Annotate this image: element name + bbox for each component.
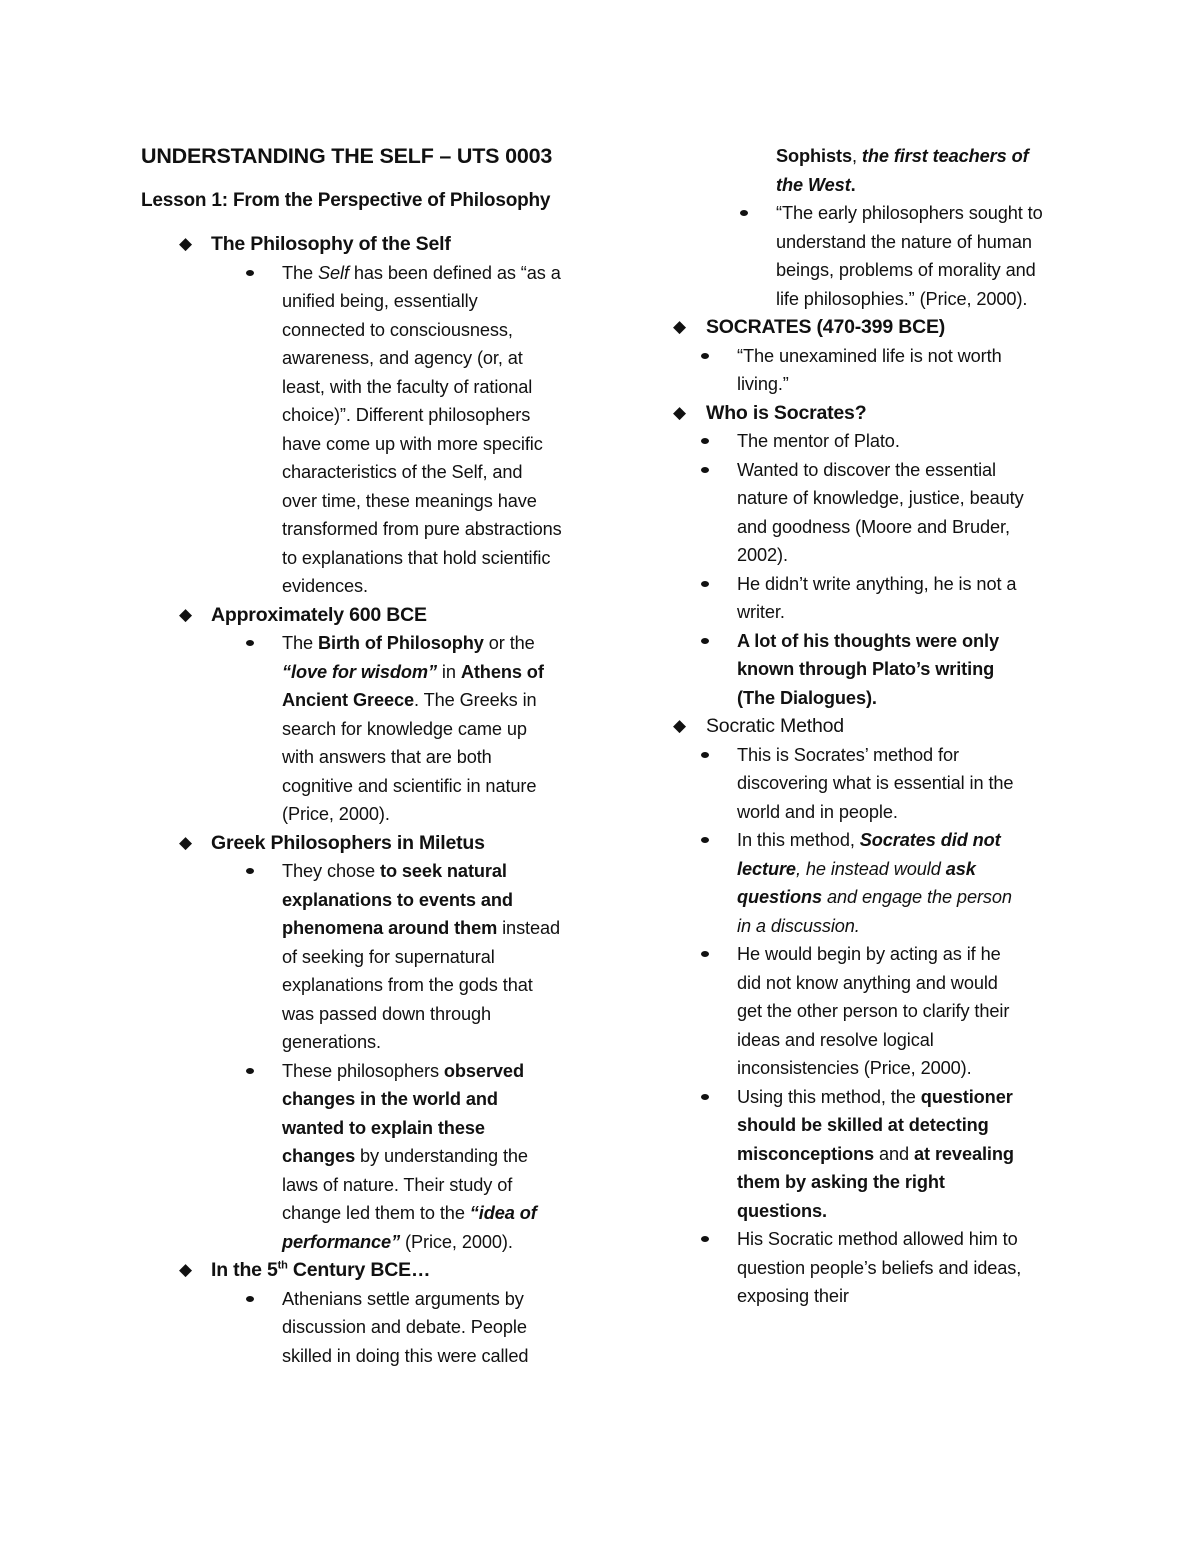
text-run-bold: Birth of Philosophy (318, 633, 484, 653)
dot-bullet-icon (701, 1094, 709, 1100)
right-section-list (667, 142, 1067, 1311)
text-run: He would begin by acting as if he did not know anything and would get the other person to clarify their ideas and resolve logical inconsistencies (Price, 2000). (737, 944, 1010, 1078)
section-philosophy-of-self (141, 230, 581, 601)
superscript: th (277, 1259, 288, 1272)
left-section-list (141, 230, 581, 1370)
list-item (737, 741, 1027, 827)
text-run-bold-italic: “idea of performance” (282, 1203, 537, 1252)
section-heading-text: Who is Socrates? (706, 401, 867, 424)
list-item (737, 342, 1019, 399)
text-run-italic: and engage the person in a discussion. (737, 887, 1012, 936)
diamond-bullet-icon: ◆ (179, 234, 192, 254)
text-run: These philosophers (282, 1060, 444, 1081)
section-heading-text: Greek Philosophers in Miletus (211, 831, 485, 854)
list-item (282, 1285, 562, 1371)
text-run: . The Greeks in search for knowledge came up with answers that are both cognitive and scientific in nature (Price, 2000). (282, 690, 537, 824)
text-run: Century BCE… (287, 1259, 431, 1281)
text-run: The (282, 633, 318, 653)
list-item (282, 629, 562, 829)
list-item (282, 1057, 562, 1257)
section-heading-text (211, 1259, 430, 1281)
text-run: Using this method, the (737, 1086, 921, 1107)
dot-bullet-icon (701, 438, 709, 444)
bullet-list (667, 427, 1027, 712)
dot-bullet-icon (246, 1068, 254, 1074)
section-greek-philosophers (141, 829, 581, 1257)
bullet-list (211, 629, 562, 829)
text-run: (Price, 2000). (400, 1231, 513, 1252)
text-run: Wanted to discover the essential nature of knowledge, justice, beauty and goodness (Moore and Bruder, 2002). (737, 459, 1024, 565)
text-run: has been defined as “as a unified being, essentially connected to consciousness, awareness, and agency (or, at least, with the faculty of rational choice)”. Different philosophers have come up with more specific characteristics of the Self, and over time, these meanings have transformed from pure abstractions to explanations that hold scientific evidences. (282, 262, 562, 596)
text-run-bold: to seek natural explanations to events and phenomena around them (282, 861, 513, 938)
text-run-bold-italic: Socrates did not lecture (737, 830, 1001, 879)
list-item (737, 940, 1027, 1083)
text-run: instead of seeking for supernatural explanations from the gods that was passed down through generations. (282, 918, 561, 1052)
document-title: UNDERSTANDING THE SELF – UTS 0003 (141, 144, 553, 168)
left-column (141, 142, 581, 1370)
section-heading (667, 399, 1067, 428)
text-run-bold: A lot of his thoughts were only known through Plato’s writing (The Dialogues). (737, 630, 999, 708)
section-heading (141, 230, 581, 259)
text-run-italic: Self (318, 262, 349, 283)
diamond-bullet-icon: ◆ (179, 604, 192, 625)
diamond-bullet-icon: ◆ (673, 317, 686, 337)
section-heading (141, 829, 581, 858)
section-heading (667, 712, 1067, 741)
text-run-bold: Athens of Ancient Greece (282, 661, 544, 710)
text-run: Athenians settle arguments by discussion and debate. People skilled in doing this were called (282, 1288, 529, 1366)
dot-bullet-icon (701, 837, 709, 843)
section-5th-century (141, 1256, 581, 1370)
bullet-list (667, 741, 1027, 1311)
dot-bullet-icon (701, 951, 709, 957)
list-item (282, 857, 562, 1057)
diamond-bullet-icon: ◆ (179, 832, 192, 853)
dot-bullet-icon (701, 581, 709, 587)
list-item (737, 456, 1027, 570)
text-run: in (436, 661, 461, 682)
text-run: This is Socrates’ method for discovering what is essential in the world and in people. (737, 744, 1014, 822)
dot-bullet-icon (740, 210, 748, 216)
text-run: His Socratic method allowed him to question people’s beliefs and ideas, exposing their (737, 1229, 1022, 1306)
list-item (737, 826, 1027, 940)
text-run-bold: at revealing them by asking the right questions. (737, 1143, 1014, 1221)
section-socratic-method (667, 712, 1067, 1311)
dot-bullet-icon (246, 270, 254, 276)
text-run-bold-italic: the first teachers of the West (776, 146, 1029, 195)
list-item (737, 570, 1027, 627)
dot-bullet-icon (246, 868, 254, 874)
diamond-bullet-icon: ◆ (179, 1260, 192, 1280)
diamond-bullet-icon: ◆ (673, 402, 686, 423)
section-heading-text: Socratic Method (706, 715, 844, 737)
bullet-list (211, 259, 562, 601)
text-run: In this method, (737, 830, 860, 850)
section-heading-text: The Philosophy of the Self (211, 233, 451, 255)
dot-bullet-icon (701, 1236, 709, 1242)
dot-bullet-icon (246, 1296, 254, 1302)
diamond-bullet-icon: ◆ (673, 716, 686, 736)
bullet-list (667, 342, 1019, 399)
dot-bullet-icon (701, 638, 709, 644)
text-run: In the 5 (211, 1259, 278, 1281)
text-run: The mentor of Plato. (737, 431, 900, 451)
text-run-bold: observed changes in the world and wanted to explain these changes (282, 1060, 524, 1166)
list-item (282, 259, 562, 601)
text-run: “The early philosophers sought to understand the nature of human beings, problems of morality and life philosophies.” (Price, 2000). (776, 203, 1043, 309)
dot-bullet-icon (701, 353, 709, 359)
text-run-bold: . (850, 174, 856, 195)
list-item (737, 427, 1027, 456)
text-run: and (874, 1143, 915, 1164)
text-run: by understanding the laws of nature. Their study of change led them to the (282, 1146, 528, 1223)
text-run-bold-italic: ask questions (737, 858, 976, 907)
text-run: or the (483, 633, 535, 653)
list-item (737, 627, 1027, 713)
section-heading-text: Approximately 600 BCE (211, 603, 427, 626)
lesson-title: Lesson 1: From the Perspective of Philosophy (141, 190, 551, 211)
dot-bullet-icon (246, 640, 254, 646)
text-run: They chose (282, 861, 380, 881)
right-column (667, 142, 1067, 1311)
list-item (737, 1083, 1027, 1226)
text-run: The (282, 262, 318, 283)
section-who-is-socrates (667, 399, 1067, 713)
text-run: , (852, 146, 862, 166)
section-heading (141, 1256, 581, 1285)
text-run-italic: , he instead would (795, 858, 946, 879)
dot-bullet-icon (701, 467, 709, 473)
bullet-list (211, 857, 562, 1256)
bullet-list (737, 142, 1058, 313)
list-item (776, 199, 1058, 313)
section-heading-text: SOCRATES (470-399 BCE) (706, 316, 946, 338)
section-600-bce (141, 601, 581, 829)
text-run-bold: Sophists (776, 146, 852, 166)
list-item (737, 1225, 1027, 1311)
section-socrates (667, 313, 1067, 399)
text-run: “The unexamined life is not worth living.” (737, 345, 1002, 394)
text-run: He didn’t write anything, he is not a writer. (737, 573, 1017, 622)
bullet-list (211, 1285, 562, 1371)
continuation-text (776, 142, 1058, 199)
text-run-bold-italic: “love for wisdom” (282, 661, 437, 682)
dot-bullet-icon (701, 752, 709, 758)
section-continuation (667, 142, 1067, 313)
section-heading (667, 313, 1067, 342)
section-heading (141, 601, 581, 630)
text-run-bold: questioner should be skilled at detecting misconceptions (737, 1086, 1013, 1164)
